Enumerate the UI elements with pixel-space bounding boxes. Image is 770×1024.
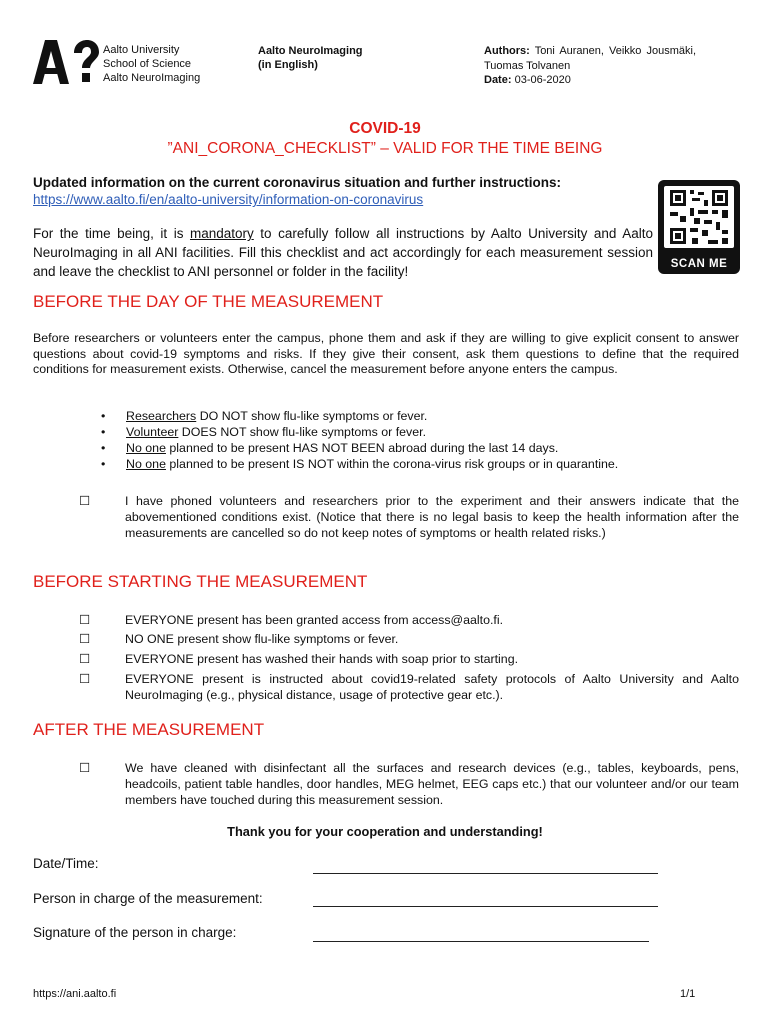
person-in-charge-field[interactable] [313, 906, 658, 907]
date-label: Date: [484, 74, 512, 86]
section1-paragraph: Before researchers or volunteers enter the campus, phone them and ask if they are willing to give explicit consent to answer questions about covid-19 symptoms and risks. If they give their consent, ask them questions to define that the required conditions for measurement exists. Otherwise, cancel the measurement before anyone enters the campus. [33, 331, 739, 376]
conditions-list [100, 408, 618, 472]
checklist-text: I have phoned volunteers and researchers prior to the experiment and their answers indicate that the abovementioned conditions exist. (Notice that there is no legal basis to keep the health information after the measurements are cancelled so do not keep notes of symptoms or health related risks.) [125, 494, 739, 540]
person-in-charge-label: Person in charge of the measurement: [33, 891, 263, 906]
checklist-item-symptoms[interactable] [79, 631, 739, 647]
section-heading-after: AFTER THE MEASUREMENT [33, 720, 265, 739]
checklist-text: EVERYONE present has been granted access from access@aalto.fi. [125, 613, 504, 627]
checkbox[interactable]: ☐ [79, 761, 91, 775]
intro-mandatory: mandatory [189, 226, 254, 241]
intro-paragraph [33, 224, 653, 281]
qr-label: SCAN ME [670, 258, 728, 270]
checklist-text: NO ONE present show flu-like symptoms or fever. [125, 632, 399, 646]
checklist-text: EVERYONE present has washed their hands with soap prior to starting. [125, 652, 519, 666]
checklist-text: EVERYONE present is instructed about covid19-related safety protocols of Aalto University and Aalto NeuroImaging (e.g., physical distance, usage of protective gear etc.). [125, 672, 739, 702]
doc-subtitle: ”ANI_CORONA_CHECKLIST” – VALID FOR THE TIME BEING [167, 140, 603, 157]
checklist-item-protocols[interactable] [79, 671, 739, 703]
authors-block [484, 44, 696, 88]
org-line: School of Science [103, 58, 192, 70]
org-line: Aalto University [103, 44, 180, 56]
intro-text-b: to carefully follow all instructions by Aalto University and Aalto NeuroImaging in all ANI facilities. Fill this checklist and act accordingly for each measurement session and leave the checklist to ANI personnel or folder in the facility! [33, 226, 653, 279]
checklist-item-cleaning[interactable] [79, 760, 739, 808]
dept-line: Aalto NeuroImaging [258, 45, 363, 57]
checklist-item-access[interactable] [79, 612, 739, 628]
intro-text-a: For the time being, it is [33, 226, 190, 241]
coronavirus-info-link[interactable]: https://www.aalto.fi/en/aalto-university/information-on-coronavirus [33, 192, 424, 207]
doc-title: COVID-19 [349, 120, 421, 137]
list-item: • No one planned to be present HAS NOT BEEN abroad during the last 14 days. [100, 440, 618, 456]
checkbox[interactable]: ☐ [79, 632, 91, 646]
date-time-label: Date/Time: [33, 856, 99, 871]
dept-line: (in English) [258, 59, 318, 71]
list-item: • Volunteer DOES NOT show flu-like symptoms or fever. [100, 424, 618, 440]
checkbox[interactable]: ☐ [79, 672, 91, 686]
list-item: • Researchers DO NOT show flu-like symptoms or fever. [100, 408, 618, 424]
qr-pattern [664, 186, 734, 248]
department-block [258, 44, 363, 72]
thank-you-note: Thank you for your cooperation and understanding! [227, 824, 543, 839]
aalto-logo [33, 40, 99, 84]
date-time-field[interactable] [313, 873, 658, 874]
footer-url[interactable]: https://ani.aalto.fi [33, 988, 117, 1000]
authors-names: Toni Auranen, Veikko Jousmäki, Tuomas Tolvanen [484, 45, 696, 72]
checklist-item-handwash[interactable] [79, 651, 739, 667]
checkbox[interactable]: ☐ [79, 613, 91, 627]
org-name-block [103, 43, 200, 85]
date-value: 03-06-2020 [514, 74, 571, 86]
authors-label: Authors: [484, 45, 530, 57]
signature-field[interactable] [313, 941, 649, 942]
qr-code[interactable] [658, 180, 740, 274]
checklist-text: We have cleaned with disinfectant all the surfaces and research devices (e.g., tables, keyboards, pens, headcoils, patient table handles, door handles, MEG helmet, EEG caps etc.) that our volunteer and/or our team members have touched during this measurement session. [125, 761, 739, 807]
checkbox[interactable]: ☐ [79, 494, 91, 508]
list-item: • No one planned to be present IS NOT within the corona-virus risk groups or in quarantine. [100, 456, 618, 472]
page-number: 1/1 [680, 988, 696, 1000]
section-heading-before-starting: BEFORE STARTING THE MEASUREMENT [33, 572, 368, 591]
checkbox[interactable]: ☐ [79, 652, 91, 666]
section-heading-before-day: BEFORE THE DAY OF THE MEASUREMENT [33, 292, 384, 311]
intro-heading: Updated information on the current coronavirus situation and further instructions: [33, 175, 562, 190]
checklist-item-phoned[interactable] [79, 493, 739, 541]
org-line: Aalto NeuroImaging [103, 72, 201, 84]
signature-label: Signature of the person in charge: [33, 925, 237, 940]
